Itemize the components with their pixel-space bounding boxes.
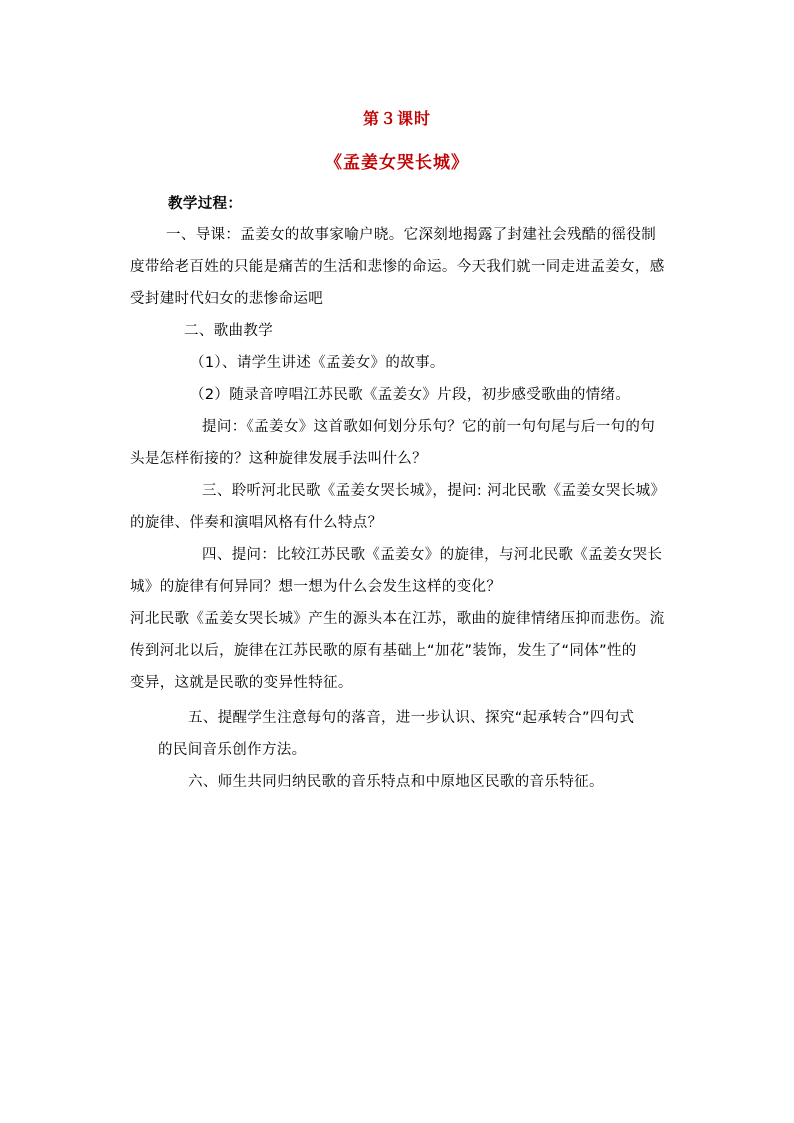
paragraph-line: 四、提问：比较江苏民歌《孟姜女》的旋律，与河北民歌《孟姜女哭长 bbox=[202, 547, 663, 563]
paragraph-line: 传到河北以后，旋律在江苏民歌的原有基础上“加花”装饰，发生了“同体”性的 bbox=[130, 643, 637, 659]
paragraph-line: 五、提醒学生注意每句的落音，进一步认识、探究“起承转合”四句式 bbox=[188, 710, 635, 726]
paragraph-line: 受封建时代妇女的悲惨命运吧 bbox=[130, 291, 324, 307]
paragraph-line: （2）随录音哼唱江苏民歌《孟姜女》片段，初步感受歌曲的情绪。 bbox=[190, 387, 631, 403]
paragraph-line: 六、师生共同归纳民歌的音乐特点和中原地区民歌的音乐特征。 bbox=[188, 774, 604, 790]
paragraph-line: 提问：《孟姜女》这首歌如何划分乐句？它的前一句句尾与后一句的句 bbox=[202, 419, 656, 435]
paragraph-line: 度带给老百姓的只能是痛苦的生活和悲惨的命运。今天我们就一同走进孟姜女，感 bbox=[130, 259, 665, 275]
teaching-process-label: 教学过程： bbox=[168, 196, 243, 212]
paragraph-line: （1）、请学生讲述《孟姜女》的故事。 bbox=[190, 355, 445, 371]
section-heading: 二、歌曲教学 bbox=[184, 323, 274, 339]
paragraph-line: 的民间音乐创作方法。 bbox=[158, 742, 307, 758]
paragraph-line: 头是怎样衔接的？这种旋律发展手法叫什么？ bbox=[130, 451, 427, 467]
paragraph-line: 城》的旋律有何异同？想一想为什么会发生这样的变化？ bbox=[130, 579, 502, 595]
lesson-number-heading: 第３课时 bbox=[362, 109, 431, 128]
paragraph-line: 变异，这就是民歌的变异性特征。 bbox=[130, 675, 353, 691]
paragraph-line: 一、导课：孟姜女的故事家喻户晓。它深刻地揭露了封建社会残酷的徭役制 bbox=[166, 227, 657, 243]
paragraph-line: 河北民歌《孟姜女哭长城》产生的源头本在江苏，歌曲的旋律情绪压抑而悲伤。流 bbox=[130, 611, 665, 627]
paragraph-line: 的旋律、伴奏和演唱风格有什么特点？ bbox=[130, 515, 383, 531]
song-title-heading: 《孟姜女哭长城》 bbox=[325, 153, 469, 173]
paragraph-line: 三、聆听河北民歌《孟姜女哭长城》，提问: 河北民歌《孟姜女哭长城》 bbox=[202, 483, 666, 499]
